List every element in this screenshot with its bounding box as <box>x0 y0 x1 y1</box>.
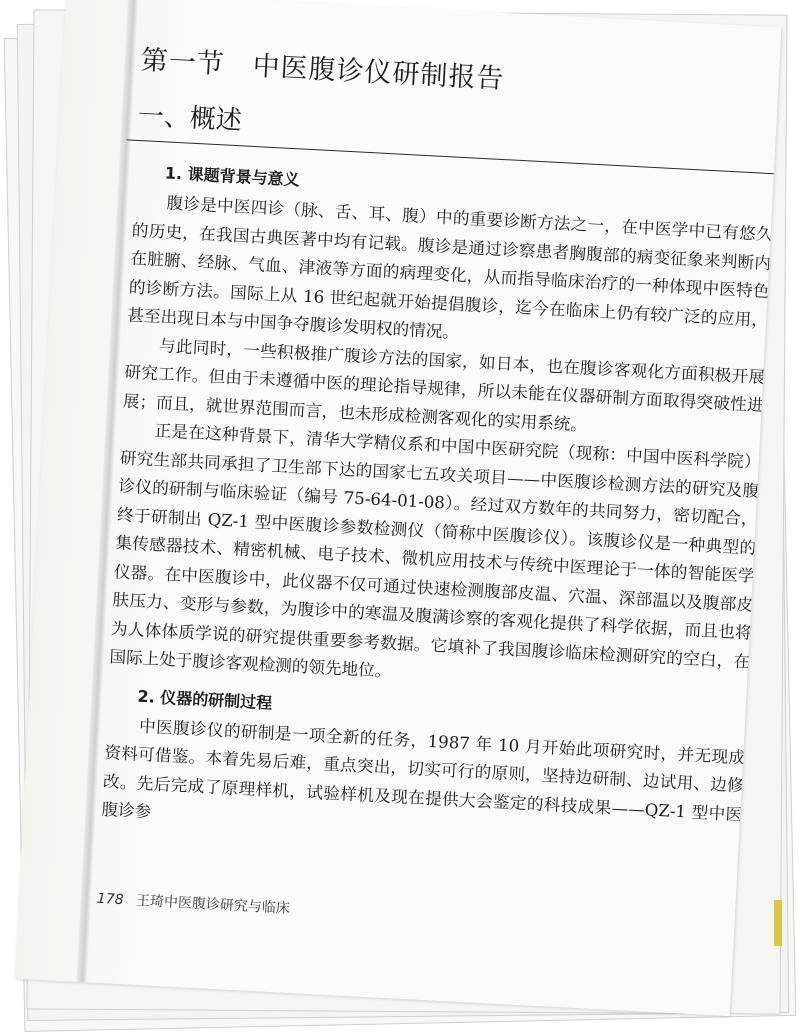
page-number: 178 <box>96 890 124 909</box>
subsection-heading: 1. 课题背景与意义 <box>164 163 301 190</box>
paragraph: 与此同时，一些积极推广腹诊方法的国家，如日本，也在腹诊客观化方面积极开展研究工作。但由于未遵循中医的理论指导规律，所以未能在仪器研制方面取得突破性进展；而且，就世界范围而言，也未形成检测客观化的实用系统。 <box>122 335 766 435</box>
book-title: 王琦中医腹诊研究与临床 <box>135 892 291 917</box>
page-footer <box>96 888 290 918</box>
subsection-heading: 2. 仪器的研制过程 <box>137 686 273 713</box>
paragraph: 正是在这种背景下，清华大学精仪系和中国中医研究院（现称：中国中医科学院）研究生部共同承担了卫生部下达的国家七五攻关项目——中医腹诊检测方法的研究及腹诊仪的研制与临床验证（编号 75-64-01-08）。经过双方数年的共同努力，密切配合，终于研制出 QZ-1 型中医腹诊参数检测仪（简称中医腹诊仪）。该腹诊仪是一种典型的集传感器技术、精密机械、电子技术、微机应用技术与传统中医理论于一体的智能医学仪器。在中医腹诊中，此仪器不仅可通过快速检测腹部皮温、穴温、深部温以及腹部皮肤压力、变形与参数，为腹诊中的寒温及腹满诊察的客观化提供了科学依据，而且也将为人体体质学说的研究提供重要参考数据。它填补了我国腹诊临床检测研究的空白，在国际上处于腹诊客观检测的领先地位。 <box>109 421 762 681</box>
section-title: 一、概述 <box>137 100 243 137</box>
page-content <box>101 24 782 858</box>
paragraph: 中医腹诊仪的研制是一项全新的任务，1987 年 10 月开始此项研究时，并无现成资料可借鉴。本着先易后难，重点突出，切实可行的原则，坚持边研制、边试用、边修改。先后完成了原理样机，试验样机及现在提供大会鉴定的科技成果——QZ-1 型中医腹诊参 <box>101 716 746 824</box>
chapter-title: 第一节 中医腹诊仪研制报告 <box>139 44 506 95</box>
paragraph: 腹诊是中医四诊（脉、舌、耳、腹）中的重要诊断方法之一，在中医学中已有悠久的历史，在我国古典医著中均有记载。腹诊是通过诊察患者胸腹部的病变征象来判断内在脏腑、经脉、气血、津液等方面的病理变化，从而指导临床治疗的一种体现中医特色的诊断方法。国际上从 16 世纪起就开始提倡腹诊，迄今在临床上仍有较广泛的应用，甚至出现日本与中国争夺腹诊发明权的情况。 <box>126 193 774 342</box>
book-page <box>15 0 782 1016</box>
page-edge-tab <box>774 900 782 946</box>
